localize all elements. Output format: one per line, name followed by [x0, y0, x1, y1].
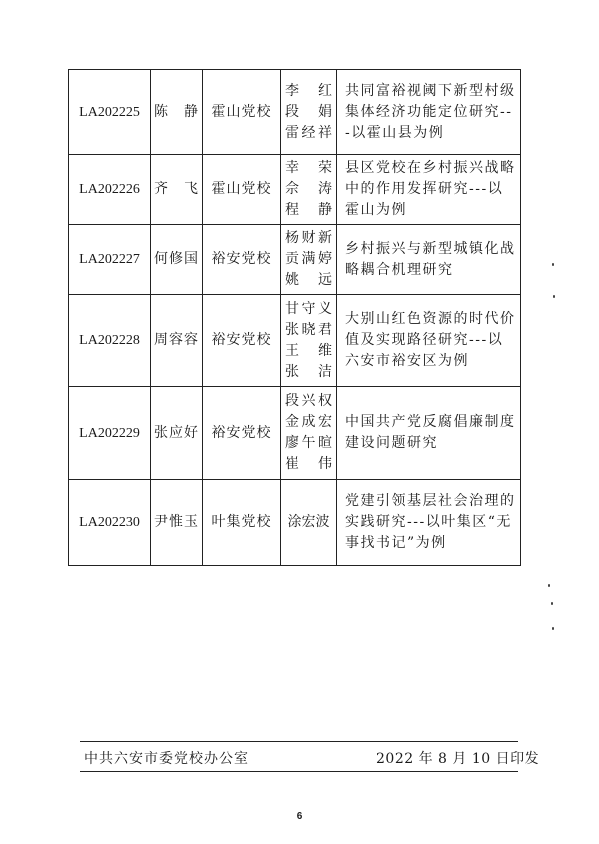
project-id: LA202226 — [69, 155, 151, 225]
member-name: 张 洁 — [285, 363, 332, 380]
scan-speck — [548, 584, 550, 587]
scan-speck — [552, 263, 554, 266]
project-members — [281, 225, 337, 295]
member-name: 杨财新 — [285, 230, 332, 246]
project-members — [281, 155, 337, 225]
project-unit: 霍山党校 — [203, 155, 281, 225]
member-name: 甘守义 — [285, 300, 332, 317]
project-title: 党建引领基层社会治理的实践研究---以叶集区“无事找书记”为例 — [337, 480, 521, 566]
scan-speck — [553, 295, 555, 298]
project-id: LA202229 — [69, 387, 151, 480]
project-members — [281, 387, 337, 480]
project-title: 中国共产党反腐倡廉制度建设问题研究 — [337, 387, 521, 480]
issue-date: 2022 年 8 月 10 日印发 — [376, 751, 540, 767]
project-id: LA202230 — [69, 480, 151, 566]
member-name: 佘 涛 — [285, 181, 332, 197]
member-name: 崔 伟 — [285, 456, 332, 472]
project-members — [281, 70, 337, 155]
member-name: 李 红 — [285, 82, 332, 99]
member-name: 段 娟 — [285, 103, 332, 120]
project-unit: 叶集党校 — [203, 480, 281, 566]
project-title: 乡村振兴与新型城镇化战略耦合机理研究 — [337, 225, 521, 295]
project-members — [281, 295, 337, 387]
member-name: 段兴权 — [285, 393, 332, 409]
member-name: 雷经祥 — [285, 124, 332, 141]
page-number: 6 — [296, 811, 303, 822]
scan-speck — [551, 602, 553, 605]
project-leader: 尹惟玉 — [151, 480, 203, 566]
footer-bottom-rule — [80, 771, 518, 772]
project-leader: 周容容 — [151, 295, 203, 387]
member-name: 姚 远 — [285, 272, 332, 288]
project-leader: 何修国 — [151, 225, 203, 295]
project-members — [281, 480, 337, 566]
project-unit: 裕安党校 — [203, 295, 281, 387]
project-unit: 裕安党校 — [203, 225, 281, 295]
member-name: 金成宏 — [285, 414, 332, 430]
member-name: 幸 荣 — [285, 160, 332, 176]
project-unit: 霍山党校 — [203, 70, 281, 155]
project-id: LA202227 — [69, 225, 151, 295]
member-name: 张晓君 — [285, 321, 332, 338]
project-unit: 裕安党校 — [203, 387, 281, 480]
project-table — [68, 69, 521, 566]
table-row — [69, 155, 521, 225]
project-title: 共同富裕视阈下新型村级集体经济功能定位研究---以霍山县为例 — [337, 70, 521, 155]
issuing-office: 中共六安市委党校办公室 — [84, 751, 249, 767]
project-leader: 齐 飞 — [151, 155, 203, 225]
project-id: LA202225 — [69, 70, 151, 155]
project-leader: 张应好 — [151, 387, 203, 480]
project-title: 大别山红色资源的时代价值及实现路径研究---以六安市裕安区为例 — [337, 295, 521, 387]
scan-speck — [552, 627, 554, 630]
footer-top-rule — [80, 741, 518, 742]
member-name: 涂宏波 — [287, 514, 330, 530]
member-name: 王 维 — [285, 342, 332, 359]
member-name: 廖午暄 — [285, 435, 332, 451]
project-title: 县区党校在乡村振兴战略中的作用发挥研究---以霍山为例 — [337, 155, 521, 225]
table-row — [69, 387, 521, 480]
project-id: LA202228 — [69, 295, 151, 387]
table-row — [69, 295, 521, 387]
project-leader: 陈 静 — [151, 70, 203, 155]
table-row — [69, 480, 521, 566]
table-row — [69, 70, 521, 155]
member-name: 贡满婷 — [285, 251, 332, 267]
table-row — [69, 225, 521, 295]
member-name: 程 静 — [285, 202, 332, 218]
